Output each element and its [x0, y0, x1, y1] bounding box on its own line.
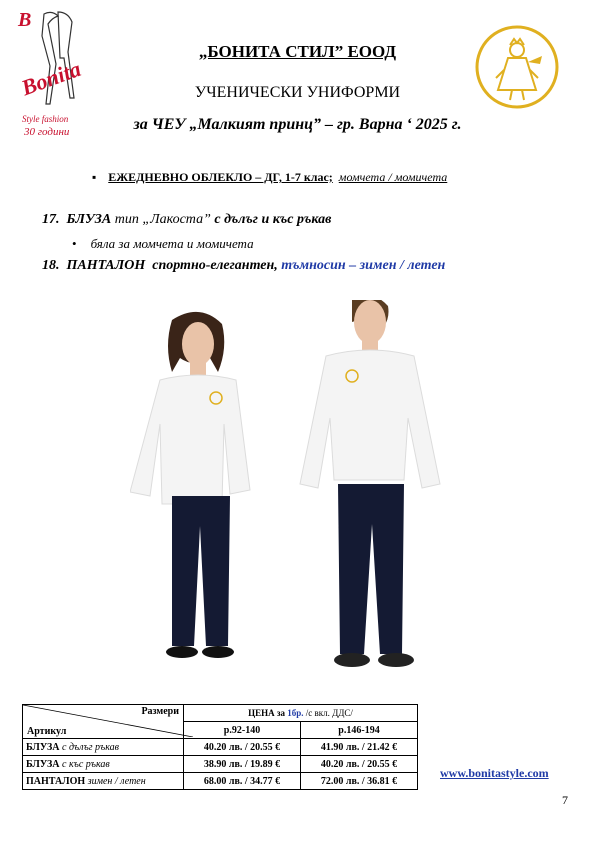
dot-bullet-icon: • — [72, 236, 77, 251]
table-row — [23, 773, 418, 790]
item-desc-blue: тъмносин – зимен / летен — [281, 258, 446, 273]
size-1: р.92-140 — [184, 722, 301, 739]
article-cell — [23, 739, 184, 756]
size-2: р.146-194 — [301, 722, 418, 739]
price-cell: 40.20 лв. / 20.55 € — [184, 739, 301, 756]
price-unit: 1бр. — [287, 708, 304, 718]
price-label: ЦЕНА за — [248, 708, 285, 718]
item-17 — [42, 212, 331, 228]
item-desc-italic: тип „Лакоста” — [114, 212, 211, 227]
price-label-cell — [184, 705, 418, 722]
price-cell: 68.00 лв. / 34.77 € — [184, 773, 301, 790]
article-name: ПАНТАЛОН — [26, 775, 86, 787]
document-subtitle: УЧЕНИЧЕСКИ УНИФОРМИ — [194, 84, 401, 101]
item-desc-bold: с дълъг и къс ръкав — [214, 212, 332, 227]
article-label: Артикул — [27, 726, 67, 737]
article-name: БЛУЗА — [26, 741, 60, 753]
logo-tagline: Style fashion — [22, 114, 69, 124]
category-main: ЕЖЕДНЕВНО ОБЛЕКЛО – ДГ, 1-7 клас; — [108, 170, 333, 184]
company-name: „БОНИТА СТИЛ” ЕООД — [198, 42, 397, 61]
item-number: 18. — [42, 258, 60, 273]
school-title: за ЧЕУ „Малкият принц” – гр. Варна ‘ 2025 г. — [133, 116, 462, 133]
article-detail: зимен / летен — [87, 775, 146, 787]
uniform-photo — [130, 300, 460, 690]
article-name: БЛУЗА — [26, 758, 60, 770]
category-line — [92, 170, 447, 185]
logo-years: 30 години — [24, 126, 70, 138]
item-17-sub-text: бяла за момчета и момичета — [90, 236, 254, 251]
girl-figure — [130, 312, 250, 658]
item-name: БЛУЗА — [66, 212, 112, 227]
price-cell: 41.90 лв. / 21.42 € — [301, 739, 418, 756]
boy-figure — [300, 300, 440, 667]
article-cell — [23, 756, 184, 773]
item-desc-italic: спортно-елегантен, — [152, 258, 278, 273]
price-vat-note: /с вкл. ДДС/ — [305, 708, 353, 718]
price-table — [22, 704, 418, 790]
item-17-sub — [72, 236, 254, 252]
article-detail: с дълъг ръкав — [62, 741, 119, 753]
table-row — [23, 756, 418, 773]
page-number: 7 — [562, 793, 568, 807]
item-name: ПАНТАЛОН — [66, 258, 146, 273]
header-corner-cell — [23, 705, 184, 739]
item-18 — [42, 258, 445, 274]
sizes-label: Размери — [141, 706, 179, 717]
logo-brand: Bonita — [18, 55, 85, 101]
svg-text:B: B — [18, 9, 32, 31]
price-cell: 40.20 лв. / 20.55 € — [301, 756, 418, 773]
category-sub: момчета / момичета — [338, 170, 448, 184]
price-cell: 38.90 лв. / 19.89 € — [184, 756, 301, 773]
website-link[interactable]: www.bonitastyle.com — [440, 766, 549, 780]
price-cell: 72.00 лв. / 36.81 € — [301, 773, 418, 790]
table-row — [23, 739, 418, 756]
bullet-icon: ▪ — [92, 170, 97, 184]
item-number: 17. — [42, 212, 60, 227]
table-header-row — [23, 705, 418, 722]
article-detail: с къс ръкав — [62, 758, 110, 770]
article-cell — [23, 773, 184, 790]
